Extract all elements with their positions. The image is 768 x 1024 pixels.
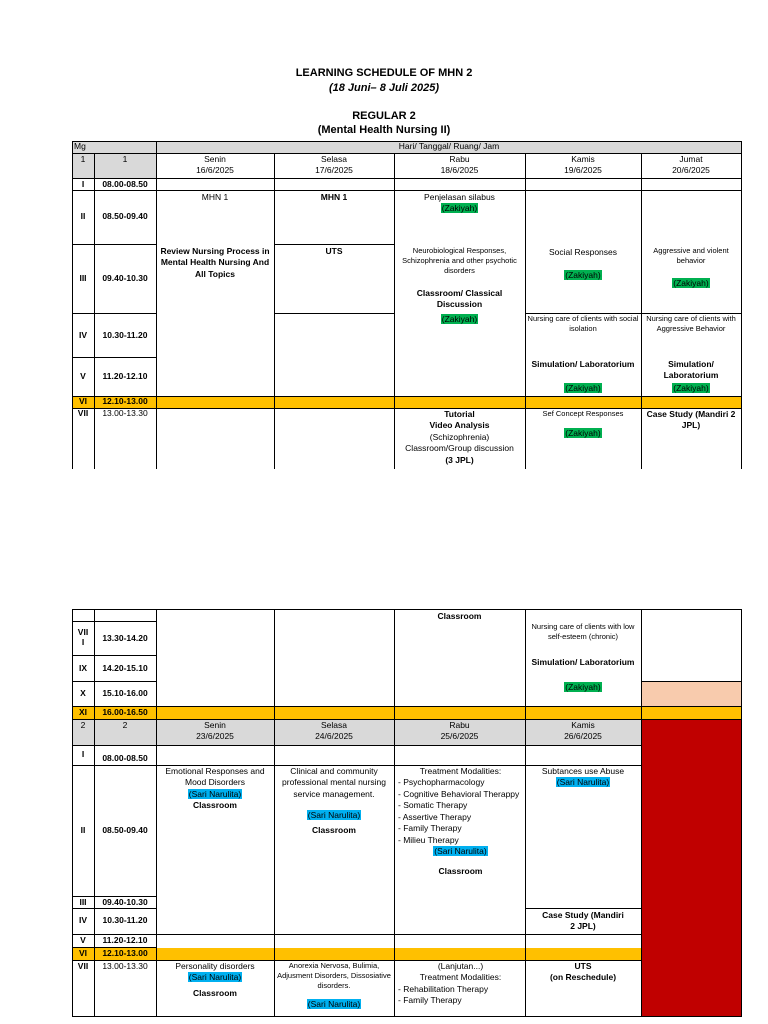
jumat-case: Case Study (Mandiri 2 JPL) (646, 409, 736, 431)
list-item: - Rehabilitation Therapy (408, 984, 523, 995)
period-time: 10.30-11.20 (102, 330, 148, 340)
period-time: 11.20-12.10 (102, 371, 148, 381)
doc-title: LEARNING SCHEDULE OF MHN 2 (295, 67, 473, 79)
week-number-2: 1 (122, 154, 128, 164)
period-no: XI (78, 707, 88, 717)
day-rabu: Rabu 25/6/2025 (440, 720, 479, 742)
lecturer-tag: (Zakiyah) (441, 203, 478, 214)
kamis-lecturer3: (Zakiyah) (565, 428, 601, 438)
week-number: 2 (80, 720, 86, 730)
selasa-uts: UTS (325, 246, 343, 256)
lecturer-tag: (Sari Narulita) (556, 777, 610, 788)
period-time: 09.40-10.30 (102, 897, 148, 907)
list-item: - Family Therapy (408, 995, 523, 1006)
lecturer-tag: (Sari Narulita) (434, 846, 487, 857)
period-no: IV (78, 915, 88, 925)
selasa-community: Clinical and community professional mental nursing service management. (Sari Narulita) Classroom (282, 766, 386, 835)
period-no: VI (78, 396, 88, 406)
kamis-substance: Subtances use Abuse (Sari Narulita) (541, 766, 625, 788)
kamis-sim: Simulation/ Laboratorium (531, 359, 635, 369)
period-time: 15.10-16.00 (102, 688, 148, 698)
day-senin: Senin 23/6/2025 (196, 720, 234, 742)
period-time: 16.00-16.50 (102, 707, 148, 717)
week-number: 1 (80, 154, 86, 164)
lecturer-tag: (Sari Narulita) (188, 972, 242, 983)
rabu-tutorial: Tutorial Video Analysis (Schizophrenia) Classroom/Group discussion (3 JPL) (405, 409, 514, 465)
period-no: III (79, 897, 87, 907)
kamis-lecturer2: (Zakiyah) (565, 383, 601, 393)
rabu-classroom-cont: Classroom (437, 611, 482, 621)
rabu-treatment: Treatment Modalities: - Psychopharmacology - Cognitive Behavioral Therappy - Somatic Therapy - Assertive Therapy - Family Therapy - Milieu Therapy (Sari Narulita) Classroom (398, 766, 523, 877)
period-no: X (80, 688, 86, 698)
mg-label: Mg (74, 141, 86, 151)
rabu-method: Classroom/ Classical Discussion (416, 288, 503, 310)
list-item: - Psychopharmacology (408, 777, 523, 788)
day-selasa: Selasa 24/6/2025 (315, 720, 353, 742)
day-selasa: Selasa 17/6/2025 (315, 154, 353, 176)
list-item: - Somatic Therapy (408, 800, 523, 811)
kamis-sim-2: Simulation/ Laboratorium (531, 657, 635, 667)
lecturer-tag: (Sari Narulita) (307, 999, 361, 1010)
kamis-social: Social Responses (548, 247, 618, 257)
period-no: IX (78, 663, 88, 673)
period-time: 12.10-13.00 (102, 396, 148, 406)
period-time: 08.50-09.40 (102, 825, 148, 835)
senin-mhn1: MHN 1 (201, 192, 229, 202)
kamis-selfconcept: Sef Concept Responses (542, 409, 624, 418)
period-time: 13.00-13.30 (102, 961, 148, 971)
period-time: 13.30-14.20 (102, 633, 148, 643)
period-no: V (80, 371, 86, 381)
break-row-vi-2 (72, 948, 641, 960)
period-no: II (80, 825, 86, 835)
day-kamis: Kamis 19/6/2025 (564, 154, 602, 176)
period-no: IV (78, 330, 88, 340)
period-time: 11.20-12.10 (102, 935, 148, 945)
kamis-case: Case Study (Mandiri 2 JPL) (542, 910, 624, 932)
period-no: V (80, 935, 86, 945)
senin-personality: Personality disorders (Sari Narulita) Classroom (175, 961, 255, 998)
selasa-anorexia: Anorexia Nervosa, Bulimia, Adjusment Disorders, Dissosiative disorders. (Sari Narulita) (277, 961, 391, 1010)
list-item: - Assertive Therapy (408, 812, 523, 823)
header-span: Hari/ Tanggal/ Ruang/ Jam (398, 141, 500, 151)
period-no: III (79, 273, 87, 283)
period-time: 12.10-13.00 (102, 948, 148, 958)
peach-cell (641, 682, 741, 706)
list-item: - Cognitive Behavioral Therappy (408, 789, 523, 800)
period-time: 08.00-08.50 (102, 753, 148, 763)
kamis-uts: UTS (on Reschedule) (549, 961, 617, 983)
jumat-sim: Simulation/ Laboratorium (663, 359, 719, 381)
list-item: - Family Therapy (408, 823, 523, 834)
kamis-lowself: Nursing care of clients with low self-esteem (chronic) (531, 622, 635, 642)
senin-emotional: Emotional Responses and Mood Disorders (Sari Narulita) Classroom (165, 766, 265, 811)
rabu-treatment-2: (Lanjutan...) Treatment Modalities: - Rehabilitation Therapy - Family Therapy (398, 961, 523, 1007)
jumat-lecturer1: (Zakiyah) (673, 278, 709, 288)
senin-review: Review Nursing Process in Mental Health Nursing And All Topics (160, 246, 270, 279)
program-title: REGULAR 2 (352, 110, 416, 122)
week-number-2: 2 (122, 720, 128, 730)
jumat-lecturer2: (Zakiyah) (673, 383, 709, 393)
selasa-mhn1: MHN 1 (320, 192, 348, 202)
day-senin: Senin 16/6/2025 (196, 154, 234, 176)
period-no: I (81, 179, 85, 189)
day-kamis: Kamis 26/6/2025 (564, 720, 602, 742)
kamis-lecturer-2: (Zakiyah) (565, 682, 601, 692)
doc-dates: (18 Juni– 8 Juli 2025) (328, 82, 440, 94)
period-time: 08.00-08.50 (102, 179, 148, 189)
jumat-blocked (641, 719, 741, 1016)
rabu-silabus: Penjelasan silabus (Zakiyah) (424, 192, 495, 214)
period-time: 13.00-13.30 (102, 408, 148, 418)
period-no: I (81, 749, 85, 759)
period-no: VII I (77, 627, 89, 648)
course-title: (Mental Health Nursing II) (317, 124, 451, 136)
period-no: VII (77, 408, 89, 418)
day-jumat: Jumat 20/6/2025 (672, 154, 710, 176)
period-time: 10.30-11.20 (102, 915, 148, 925)
kamis-isolation: Nursing care of clients with social isolation (527, 314, 639, 334)
lecturer-tag: (Sari Narulita) (307, 810, 361, 821)
jumat-aggr-care: Nursing care of clients with Aggressive Behavior (646, 314, 736, 334)
period-time: 09.40-10.30 (102, 273, 148, 283)
rabu-neuro: Neurobiological Responses, Schizophrenia and other psychotic disorders (402, 246, 517, 276)
kamis-lecturer1: (Zakiyah) (565, 270, 601, 280)
period-no: VII (77, 961, 89, 971)
period-time: 08.50-09.40 (102, 211, 148, 221)
period-time: 14.20-15.10 (102, 663, 148, 673)
day-rabu: Rabu 18/6/2025 (440, 154, 479, 176)
lecturer-tag: (Sari Narulita) (188, 788, 242, 799)
list-item: - Milieu Therapy (408, 835, 523, 846)
jumat-aggressive: Aggressive and violent behavior (653, 246, 729, 266)
period-no: VI (78, 948, 88, 958)
period-no: II (80, 211, 86, 221)
rabu-lecturer2: (Zakiyah) (441, 314, 478, 324)
